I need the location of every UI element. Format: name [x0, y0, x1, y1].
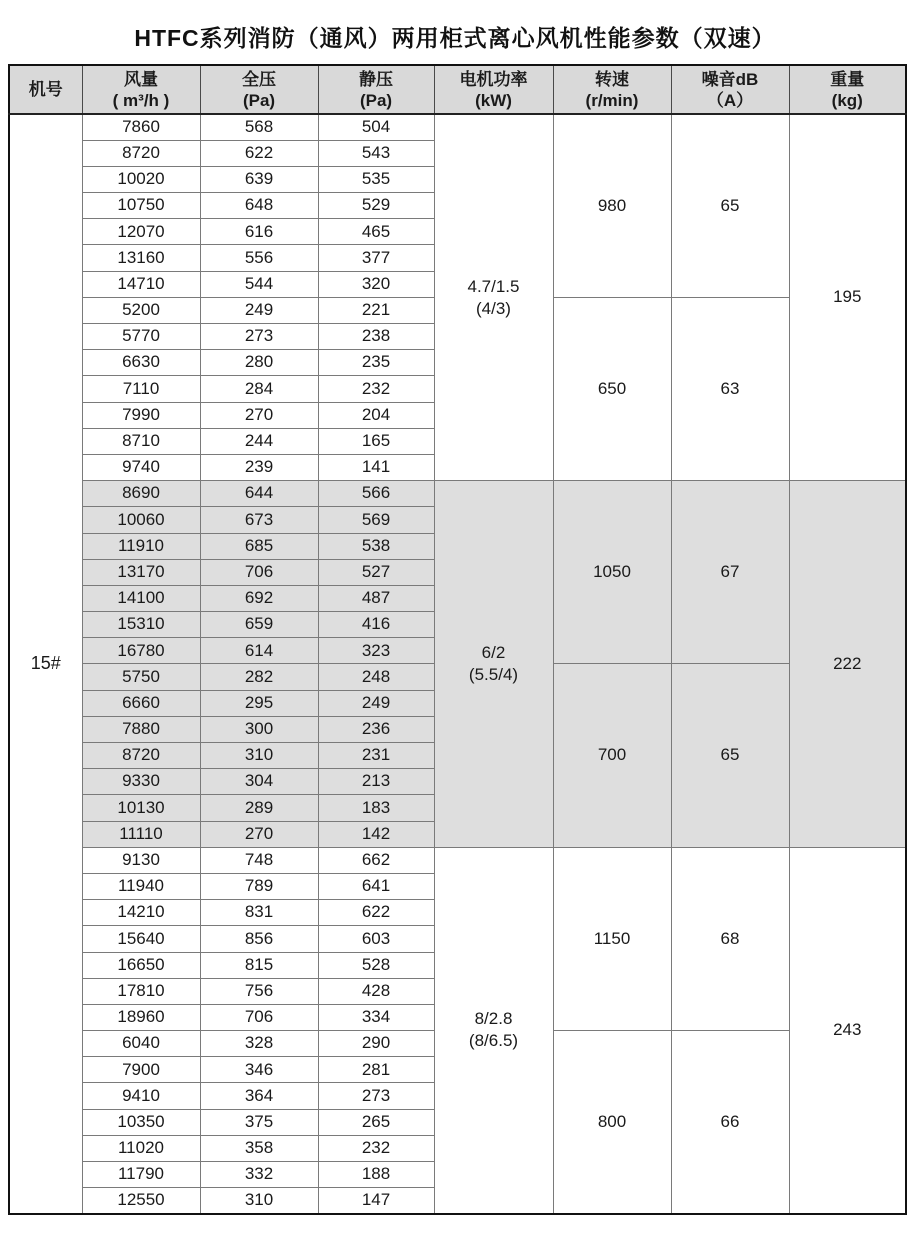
- static-pressure-cell: 290: [318, 1031, 434, 1057]
- total-pressure-cell: 831: [200, 900, 318, 926]
- header-weight-label: 重量: [830, 69, 865, 89]
- header-weight-unit: (kg): [831, 90, 863, 110]
- airflow-cell: 12070: [82, 219, 200, 245]
- total-pressure-cell: 673: [200, 507, 318, 533]
- airflow-cell: 13170: [82, 559, 200, 585]
- static-pressure-cell: 569: [318, 507, 434, 533]
- motor-power-cell: [434, 114, 553, 481]
- static-pressure-cell: 183: [318, 795, 434, 821]
- static-pressure-cell: 204: [318, 402, 434, 428]
- model-cell: 15#: [9, 114, 82, 1214]
- total-pressure-cell: 289: [200, 795, 318, 821]
- page-title: HTFC系列消防（通风）两用柜式离心风机性能参数（双速）: [134, 25, 776, 51]
- total-pressure-cell: 648: [200, 193, 318, 219]
- static-pressure-cell: 416: [318, 612, 434, 638]
- total-pressure-cell: 622: [200, 140, 318, 166]
- header-speed-unit: (r/min): [585, 90, 639, 110]
- header-airflow-unit: ( m³/h ): [112, 90, 170, 110]
- speed-cell: 980: [553, 114, 671, 297]
- static-pressure-cell: 265: [318, 1109, 434, 1135]
- airflow-cell: 6040: [82, 1031, 200, 1057]
- header-noise-unit: （A）: [706, 90, 754, 110]
- airflow-cell: 14210: [82, 900, 200, 926]
- weight-cell: 243: [789, 847, 906, 1214]
- total-pressure-cell: 358: [200, 1135, 318, 1161]
- table-body: [9, 114, 906, 1214]
- airflow-cell: 16780: [82, 638, 200, 664]
- total-pressure-cell: 244: [200, 428, 318, 454]
- motor-power-value: 4.7/1.5: [467, 276, 520, 296]
- static-pressure-cell: 334: [318, 1004, 434, 1030]
- total-pressure-cell: 856: [200, 926, 318, 952]
- static-pressure-cell: 504: [318, 114, 434, 140]
- total-pressure-cell: 273: [200, 324, 318, 350]
- table-header: [9, 65, 906, 114]
- airflow-cell: 11020: [82, 1135, 200, 1161]
- total-pressure-cell: 692: [200, 585, 318, 611]
- airflow-cell: 10020: [82, 166, 200, 192]
- airflow-cell: 16650: [82, 952, 200, 978]
- airflow-cell: 5770: [82, 324, 200, 350]
- airflow-cell: 7110: [82, 376, 200, 402]
- static-pressure-cell: 236: [318, 716, 434, 742]
- static-pressure-cell: 235: [318, 350, 434, 376]
- speed-cell: 700: [553, 664, 671, 847]
- total-pressure-cell: 270: [200, 821, 318, 847]
- static-pressure-cell: 566: [318, 481, 434, 507]
- speed-cell: 800: [553, 1031, 671, 1214]
- total-pressure-cell: 556: [200, 245, 318, 271]
- total-pressure-cell: 789: [200, 873, 318, 899]
- total-pressure-cell: 280: [200, 350, 318, 376]
- airflow-cell: 13160: [82, 245, 200, 271]
- total-pressure-cell: 364: [200, 1083, 318, 1109]
- weight-cell: 195: [789, 114, 906, 481]
- static-pressure-cell: 528: [318, 952, 434, 978]
- airflow-cell: 9330: [82, 769, 200, 795]
- total-pressure-cell: 310: [200, 743, 318, 769]
- static-pressure-cell: 662: [318, 847, 434, 873]
- static-pressure-cell: 529: [318, 193, 434, 219]
- motor-power-alt-value: (4/3): [476, 298, 511, 318]
- static-pressure-cell: 142: [318, 821, 434, 847]
- airflow-cell: 7990: [82, 402, 200, 428]
- header-static-pressure-unit: (Pa): [359, 90, 393, 110]
- static-pressure-cell: 323: [318, 638, 434, 664]
- header-speed: [553, 65, 671, 114]
- total-pressure-cell: 616: [200, 219, 318, 245]
- weight-cell: 222: [789, 481, 906, 848]
- noise-cell: 65: [671, 664, 789, 847]
- static-pressure-cell: 487: [318, 585, 434, 611]
- static-pressure-cell: 231: [318, 743, 434, 769]
- static-pressure-cell: 147: [318, 1188, 434, 1214]
- total-pressure-cell: 756: [200, 978, 318, 1004]
- total-pressure-cell: 270: [200, 402, 318, 428]
- header-static-pressure-label: 静压: [359, 69, 393, 89]
- total-pressure-cell: 282: [200, 664, 318, 690]
- static-pressure-cell: 221: [318, 297, 434, 323]
- header-speed-label: 转速: [595, 69, 629, 89]
- header-motor-power-unit: (kW): [475, 90, 512, 110]
- static-pressure-cell: 622: [318, 900, 434, 926]
- static-pressure-cell: 273: [318, 1083, 434, 1109]
- airflow-cell: 8710: [82, 428, 200, 454]
- airflow-cell: 6630: [82, 350, 200, 376]
- static-pressure-cell: 248: [318, 664, 434, 690]
- total-pressure-cell: 644: [200, 481, 318, 507]
- static-pressure-cell: 249: [318, 690, 434, 716]
- airflow-cell: 18960: [82, 1004, 200, 1030]
- airflow-cell: 6660: [82, 690, 200, 716]
- total-pressure-cell: 659: [200, 612, 318, 638]
- header-model-label: 机号: [28, 80, 63, 99]
- airflow-cell: 9130: [82, 847, 200, 873]
- total-pressure-cell: 815: [200, 952, 318, 978]
- static-pressure-cell: 213: [318, 769, 434, 795]
- table-row: [9, 114, 906, 140]
- airflow-cell: 15310: [82, 612, 200, 638]
- total-pressure-cell: 304: [200, 769, 318, 795]
- speed-cell: 650: [553, 297, 671, 480]
- header-model: [9, 65, 82, 114]
- header-motor-power-label: 电机功率: [459, 69, 528, 89]
- static-pressure-cell: 538: [318, 533, 434, 559]
- noise-cell: 63: [671, 297, 789, 480]
- airflow-cell: 10130: [82, 795, 200, 821]
- total-pressure-cell: 239: [200, 454, 318, 480]
- header-airflow-label: 风量: [124, 69, 158, 89]
- static-pressure-cell: 527: [318, 559, 434, 585]
- total-pressure-cell: 748: [200, 847, 318, 873]
- total-pressure-cell: 639: [200, 166, 318, 192]
- airflow-cell: 17810: [82, 978, 200, 1004]
- header-noise-label: 噪音dB: [701, 69, 759, 89]
- static-pressure-cell: 543: [318, 140, 434, 166]
- static-pressure-cell: 320: [318, 271, 434, 297]
- airflow-cell: 14710: [82, 271, 200, 297]
- total-pressure-cell: 375: [200, 1109, 318, 1135]
- motor-power-cell: [434, 481, 553, 848]
- total-pressure-cell: 284: [200, 376, 318, 402]
- header-static-pressure: [318, 65, 434, 114]
- total-pressure-cell: 249: [200, 297, 318, 323]
- noise-cell: 68: [671, 847, 789, 1030]
- airflow-cell: 11110: [82, 821, 200, 847]
- header-airflow: [82, 65, 200, 114]
- static-pressure-cell: 165: [318, 428, 434, 454]
- total-pressure-cell: 706: [200, 559, 318, 585]
- total-pressure-cell: 706: [200, 1004, 318, 1030]
- airflow-cell: 8690: [82, 481, 200, 507]
- header-weight: [789, 65, 906, 114]
- static-pressure-cell: 603: [318, 926, 434, 952]
- static-pressure-cell: 281: [318, 1057, 434, 1083]
- airflow-cell: 10060: [82, 507, 200, 533]
- speed-cell: 1150: [553, 847, 671, 1030]
- noise-cell: 66: [671, 1031, 789, 1214]
- airflow-cell: 7900: [82, 1057, 200, 1083]
- static-pressure-cell: 641: [318, 873, 434, 899]
- table-row: [9, 481, 906, 507]
- static-pressure-cell: 141: [318, 454, 434, 480]
- header-total-pressure-label: 全压: [242, 69, 276, 89]
- noise-cell: 67: [671, 481, 789, 664]
- motor-power-alt-value: (5.5/4): [468, 664, 519, 684]
- total-pressure-cell: 332: [200, 1162, 318, 1188]
- airflow-cell: 9410: [82, 1083, 200, 1109]
- header-total-pressure-unit: (Pa): [242, 90, 276, 110]
- static-pressure-cell: 232: [318, 376, 434, 402]
- header-row: [9, 65, 906, 114]
- airflow-cell: 10350: [82, 1109, 200, 1135]
- airflow-cell: 11940: [82, 873, 200, 899]
- total-pressure-cell: 544: [200, 271, 318, 297]
- total-pressure-cell: 310: [200, 1188, 318, 1214]
- static-pressure-cell: 188: [318, 1162, 434, 1188]
- static-pressure-cell: 465: [318, 219, 434, 245]
- total-pressure-cell: 614: [200, 638, 318, 664]
- total-pressure-cell: 295: [200, 690, 318, 716]
- airflow-cell: 7860: [82, 114, 200, 140]
- static-pressure-cell: 377: [318, 245, 434, 271]
- total-pressure-cell: 568: [200, 114, 318, 140]
- airflow-cell: 11910: [82, 533, 200, 559]
- header-noise: [671, 65, 789, 114]
- speed-cell: 1050: [553, 481, 671, 664]
- airflow-cell: 12550: [82, 1188, 200, 1214]
- static-pressure-cell: 535: [318, 166, 434, 192]
- airflow-cell: 14100: [82, 585, 200, 611]
- airflow-cell: 11790: [82, 1162, 200, 1188]
- airflow-cell: 8720: [82, 140, 200, 166]
- total-pressure-cell: 685: [200, 533, 318, 559]
- motor-power-cell: [434, 847, 553, 1214]
- header-total-pressure: [200, 65, 318, 114]
- airflow-cell: 7880: [82, 716, 200, 742]
- motor-power-value: 8/2.8: [474, 1009, 513, 1029]
- static-pressure-cell: 232: [318, 1135, 434, 1161]
- airflow-cell: 9740: [82, 454, 200, 480]
- fan-performance-table: [8, 64, 907, 1215]
- noise-cell: 65: [671, 114, 789, 297]
- motor-power-alt-value: (8/6.5): [468, 1031, 519, 1051]
- airflow-cell: 8720: [82, 743, 200, 769]
- total-pressure-cell: 300: [200, 716, 318, 742]
- airflow-cell: 5200: [82, 297, 200, 323]
- table-row: [9, 847, 906, 873]
- total-pressure-cell: 328: [200, 1031, 318, 1057]
- static-pressure-cell: 238: [318, 324, 434, 350]
- motor-power-value: 6/2: [481, 642, 506, 662]
- airflow-cell: 15640: [82, 926, 200, 952]
- header-motor-power: [434, 65, 553, 114]
- airflow-cell: 10750: [82, 193, 200, 219]
- airflow-cell: 5750: [82, 664, 200, 690]
- total-pressure-cell: 346: [200, 1057, 318, 1083]
- static-pressure-cell: 428: [318, 978, 434, 1004]
